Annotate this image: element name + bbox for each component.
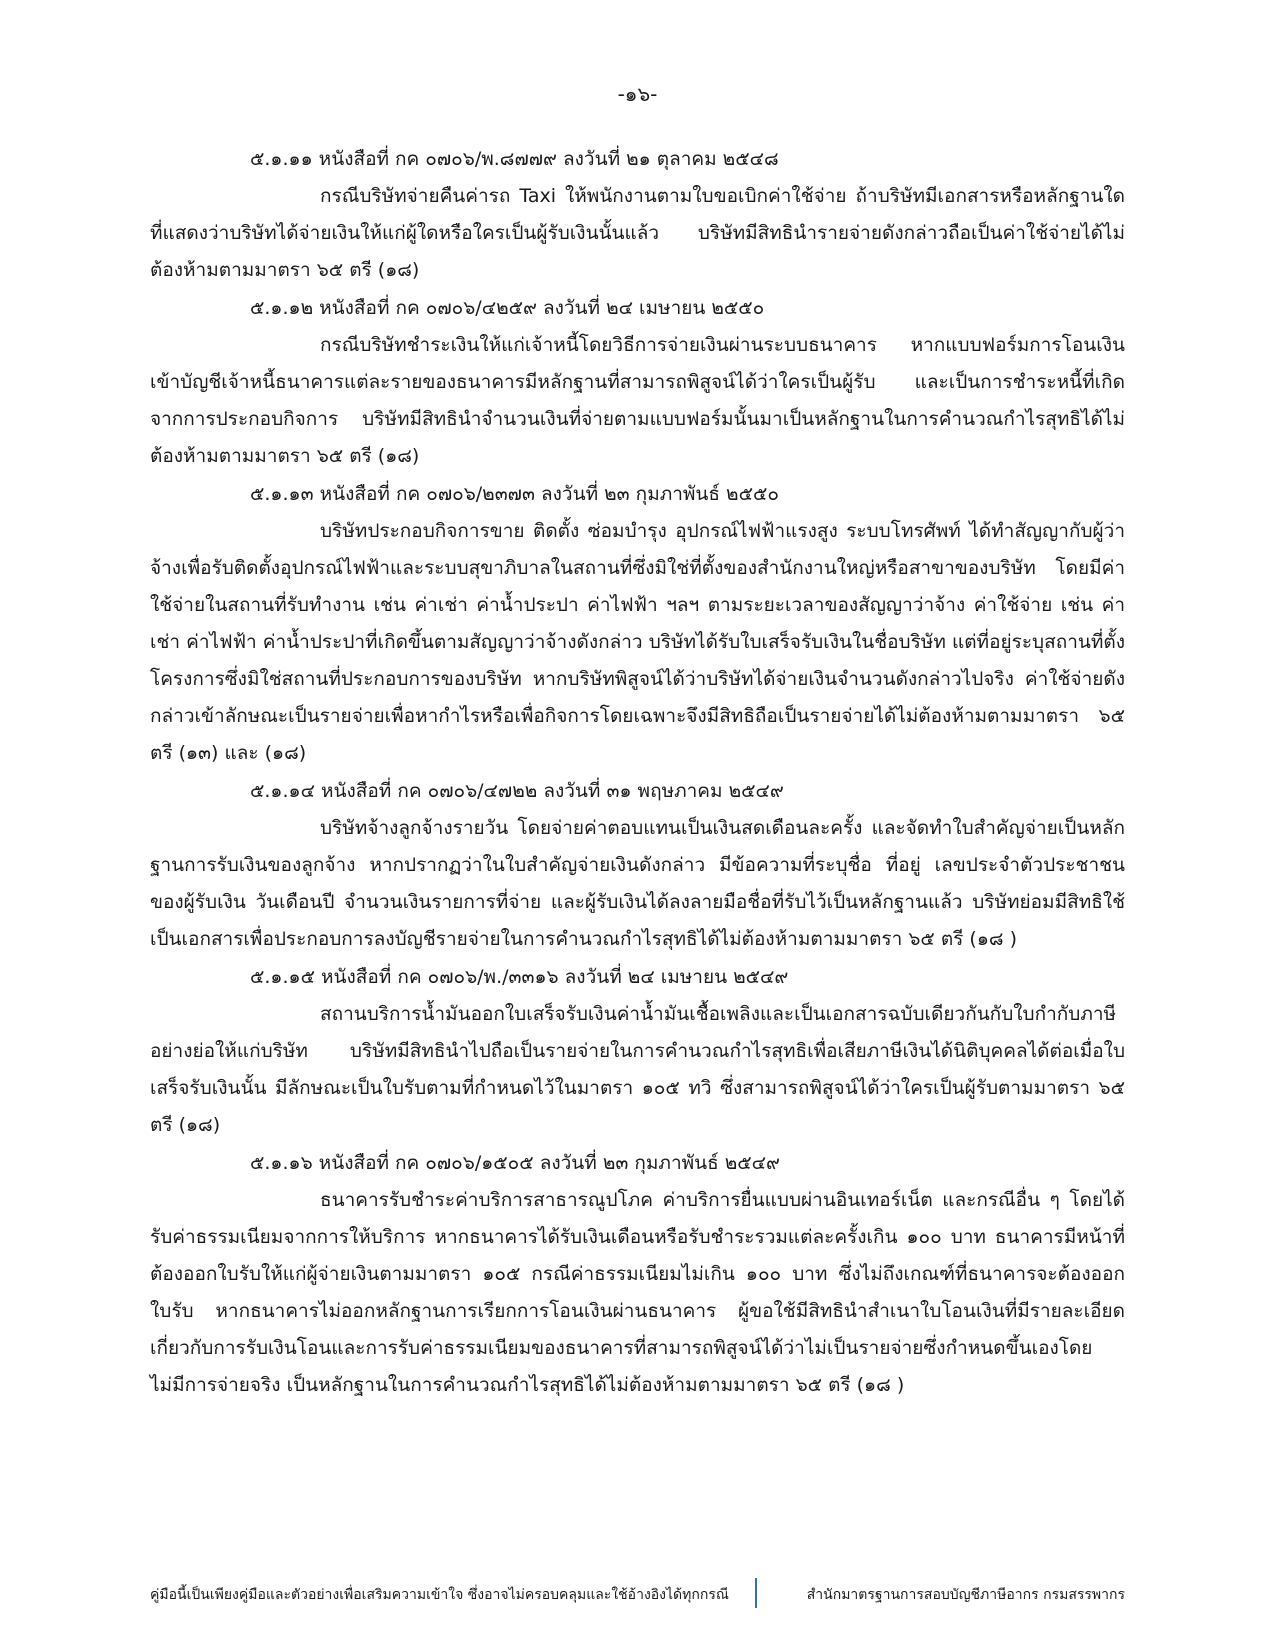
document-body (150, 140, 1125, 1404)
item-body: กรณีบริษัทชำระเงินให้แก่เจ้าหนี้โดยวิธีการจ่ายเงินผ่านระบบธนาคาร หากแบบฟอร์มการโอนเงินเข้าบัญชีเจ้าหนี้ธนาคารแต่ละรายของธนาคารมีหลักฐานที่สามารถพิสูจน์ได้ว่าใครเป็นผู้รับ และเป็นการชำระหนี้ที่เกิดจากการประกอบกิจการ บริษัทมีสิทธินำจำนวนเงินที่จ่ายตามแบบฟอร์มนั้นมาเป็นหลักฐานในการคำนวณกำไรสุทธิได้ไม่ต้องห้ามตามมาตรา ๖๕ ตรี (๑๘) (150, 334, 1125, 467)
item-body: บริษัทจ้างลูกจ้างรายวัน โดยจ่ายค่าตอบแทนเป็นเงินสดเดือนละครั้ง และจัดทำใบสำคัญจ่ายเป็นหลักฐานการรับเงินของลูกจ้าง หากปรากฏว่าในใบสำคัญจ่ายเงินดังกล่าว มีข้อความที่ระบุชื่อ ที่อยู่ เลขประจำตัวประชาชนของผู้รับเงิน วันเดือนปี จำนวนเงินรายการที่จ่าย และผู้รับเงินได้ลงลายมือชื่อที่รับไว้เป็นหลักฐานแล้ว บริษัทย่อมมีสิทธิใช้เป็นเอกสารเพื่อประกอบการลงบัญชีรายจ่ายในการคำนวณกำไรสุทธิได้ไม่ต้องห้ามตามมาตรา ๖๕ ตรี (๑๘ ) (150, 817, 1125, 950)
section-item-5-1-12 (150, 289, 1125, 475)
footer-divider (755, 1578, 757, 1608)
item-heading: ๕.๑.๑๒ หนังสือที่ กค ๐๗๐๖/๔๒๕๙ ลงวันที่ ๒๔ เมษายน ๒๕๕๐ (250, 297, 765, 319)
item-heading: ๕.๑.๑๑ หนังสือที่ กค ๐๗๐๖/พ.๘๗๗๙ ลงวันที่ ๒๑ ตุลาคม ๒๕๔๘ (250, 148, 779, 170)
footer-disclaimer: คู่มือนี้เป็นเพียงคู่มือและตัวอย่างเพื่อเสริมความเข้าใจ ซึ่งอาจไม่ครอบคลุมและใช้อ้างอิงได้ทุกกรณี (150, 1587, 729, 1603)
page-number: -๑๖- (617, 82, 658, 106)
page-footer (150, 1578, 1125, 1610)
section-item-5-1-15 (150, 958, 1125, 1144)
item-body: สถานบริการน้ำมันออกใบเสร็จรับเงินค่าน้ำมันเชื้อเพลิงและเป็นเอกสารฉบับเดียวกันกับใบกำกับภาษีอย่างย่อให้แก่บริษัท บริษัทมีสิทธินำไปถือเป็นรายจ่ายในการคำนวณกำไรสุทธิเพื่อเสียภาษีเงินได้นิติบุคคลได้ต่อเมื่อใบเสร็จรับเงินนั้น มีลักษณะเป็นใบรับตามที่กำหนดไว้ในมาตรา ๑๐๕ ทวิ ซึ่งสามารถพิสูจน์ได้ว่าใครเป็นผู้รับตามมาตรา ๖๕ ตรี (๑๘) (150, 1003, 1125, 1136)
section-item-5-1-13 (150, 475, 1125, 772)
item-body: บริษัทประกอบกิจการขาย ติดตั้ง ซ่อมบำรุง อุปกรณ์ไฟฟ้าแรงสูง ระบบโทรศัพท์ ได้ทำสัญญากับผู้ว่าจ้างเพื่อรับติดตั้งอุปกรณ์ไฟฟ้าและระบบสุขาภิบาลในสถานที่ซึ่งมิใช่ที่ตั้งของสำนักงานใหญ่หรือสาขาของบริษัท โดยมีค่าใช้จ่ายในสถานที่รับทำงาน เช่น ค่าเช่า ค่าน้ำประปา ค่าไฟฟ้า ฯลฯ ตามระยะเวลาของสัญญาว่าจ้าง ค่าใช้จ่าย เช่น ค่าเช่า ค่าไฟฟ้า ค่าน้ำประปาที่เกิดขึ้นตามสัญญาว่าจ้างดังกล่าว บริษัทได้รับใบเสร็จรับเงินในชื่อบริษัท แต่ที่อยู่ระบุสถานที่ตั้งโครงการซึ่งมิใช่สถานที่ประกอบการของบริษัท หากบริษัทพิสูจน์ได้ว่าบริษัทได้จ่ายเงินจำนวนดังกล่าวไปจริง ค่าใช้จ่ายดังกล่าวเข้าลักษณะเป็นรายจ่ายเพื่อหากำไรหรือเพื่อกิจการโดยเฉพาะจึงมีสิทธิถือเป็นรายจ่ายได้ไม่ต้องห้ามตามมาตรา ๖๕ ตรี (๑๓) และ (๑๘) (150, 520, 1125, 764)
item-heading: ๕.๑.๑๕ หนังสือที่ กค ๐๗๐๖/พ./๓๓๑๖ ลงวันที่ ๒๔ เมษายน ๒๕๔๙ (250, 966, 789, 988)
item-body: กรณีบริษัทจ่ายคืนค่ารถ Taxi ให้พนักงานตามใบขอเบิกค่าใช้จ่าย ถ้าบริษัทมีเอกสารหรือหลักฐานใดที่แสดงว่าบริษัทได้จ่ายเงินให้แก่ผู้ใดหรือใครเป็นผู้รับเงินนั้นแล้ว บริษัทมีสิทธินำรายจ่ายดังกล่าวถือเป็นค่าใช้จ่ายได้ไม่ต้องห้ามตามมาตรา ๖๕ ตรี (๑๘) (150, 185, 1125, 281)
item-heading: ๕.๑.๑๔ หนังสือที่ กค ๐๗๐๖/๔๗๒๒ ลงวันที่ ๓๑ พฤษภาคม ๒๕๔๙ (250, 780, 784, 802)
item-body: ธนาคารรับชำระค่าบริการสาธารณูปโภค ค่าบริการยื่นแบบผ่านอินเทอร์เน็ต และกรณีอื่น ๆ โดยได้รับค่าธรรมเนียมจากการให้บริการ หากธนาคารได้รับเงินเดือนหรือรับชำระรวมแต่ละครั้งเกิน ๑๐๐ บาท ธนาคารมีหน้าที่ต้องออกใบรับให้แก่ผู้จ่ายเงินตามมาตรา ๑๐๕ กรณีค่าธรรมเนียมไม่เกิน ๑๐๐ บาท ซึ่งไม่ถึงเกณฑ์ที่ธนาคารจะต้องออกใบรับ หากธนาคารไม่ออกหลักฐานการเรียกการโอนเงินผ่านธนาคาร ผู้ขอใช้มีสิทธินำสำเนาใบโอนเงินที่มีรายละเอียดเกี่ยวกับการรับเงินโอนและการรับค่าธรรมเนียมของธนาคารที่สามารถพิสูจน์ได้ว่าไม่เป็นรายจ่ายซึ่งกำหนดขึ้นเองโดยไม่มีการจ่ายจริง เป็นหลักฐานในการคำนวณกำไรสุทธิได้ไม่ต้องห้ามตามมาตรา ๖๕ ตรี (๑๘ ) (150, 1189, 1125, 1396)
section-item-5-1-16 (150, 1144, 1125, 1404)
section-item-5-1-14 (150, 772, 1125, 958)
footer-agency: สำนักมาตรฐานการสอบบัญชีภาษีอากร กรมสรรพากร (806, 1587, 1125, 1603)
item-heading: ๕.๑.๑๖ หนังสือที่ กค ๐๗๐๖/๑๕๐๕ ลงวันที่ ๒๓ กุมภาพันธ์ ๒๕๔๙ (250, 1152, 780, 1174)
section-item-5-1-11 (150, 140, 1125, 289)
item-heading: ๕.๑.๑๓ หนังสือที่ กค ๐๗๐๖/๒๓๗๓ ลงวันที่ ๒๓ กุมภาพันธ์ ๒๕๕๐ (250, 483, 779, 505)
